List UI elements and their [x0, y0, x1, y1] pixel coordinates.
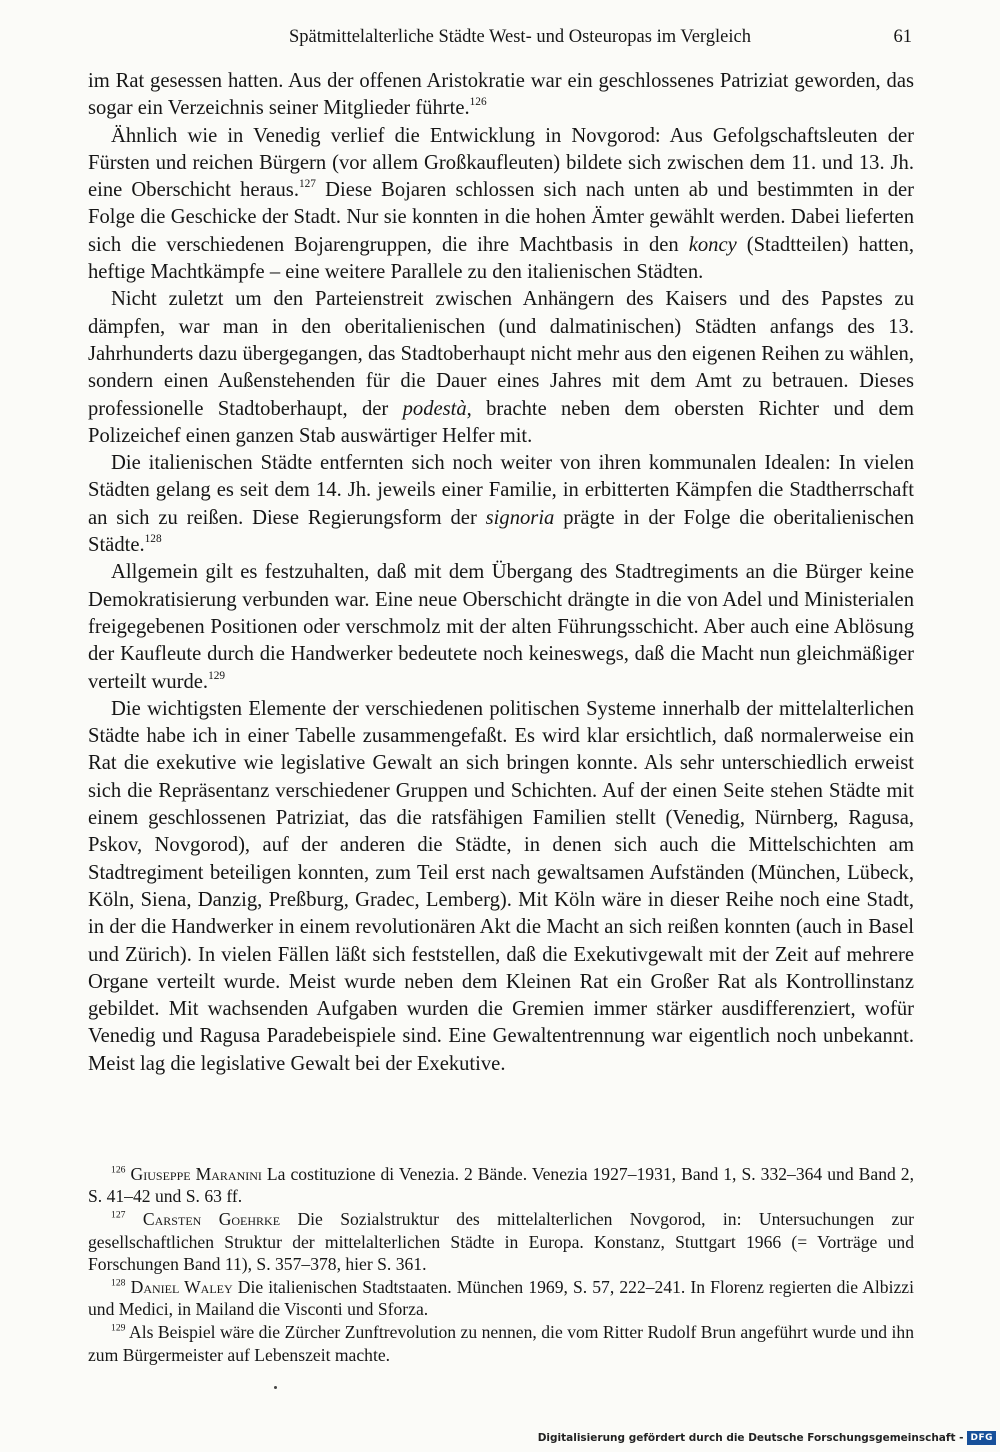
- author-name: Carsten Goehrke: [142, 1209, 281, 1230]
- running-title: Spätmittelalterliche Städte West- und Osteuropas im Vergleich: [289, 27, 751, 47]
- text-run: im Rat gesessen hatten. Aus der offenen Aristokratie war ein geschlossenes Patriziat geworden, das sogar ein Verzeichnis seiner Mitglieder führte.: [88, 70, 914, 120]
- footnote: [88, 1321, 914, 1365]
- text-run: prägte in der Folge die oberitalienischen Städte.: [88, 506, 914, 557]
- footnote-marker: 126: [469, 96, 487, 109]
- running-head: [88, 24, 912, 50]
- text-run: [126, 1209, 143, 1229]
- footnote: [88, 1276, 914, 1320]
- footnote-marker: 127: [298, 178, 316, 191]
- text-run: La costituzione di Venezia. 2 Bände. Venezia 1927–1931, Band 1, S. 332–364 und Band 2, S. 41–42 und S. 63 ff.: [88, 1164, 914, 1207]
- text-run: Die italienischen Städte entfernten sich noch weiter von ihren kommunalen Idealen: In vielen Städten gelang es seit dem 14. Jh. jeweils einer Familie, in erbitterten Kämpfen die Stadtherrschaft an sich zu reißen. Diese Regierungsform der: [88, 452, 914, 529]
- text-run: Allgemein gilt es festzuhalten, daß mit dem Übergang des Stadtregiments an die Bürger keine Demokratisierung verbunden war. Eine neue Oberschicht drängte in die von Adel und Ministerialen freigegebenen Positionen oder verschmolz mit der alten Führungsschicht. Aber auch eine Ablösung der Kaufleute durch die Handwerker bedeutete noch keineswegs, daß die Macht nun gleichmäßiger verteilt wurde.: [88, 561, 914, 693]
- footnote: [88, 1163, 914, 1207]
- body-paragraph: [88, 450, 914, 559]
- text-run: (Stadtteilen) hatten, heftige Machtkämpfe – eine weitere Parallele zu den italienischen Städten.: [88, 233, 915, 284]
- text-run: Diese Bojaren schlossen sich nach unten ab und bestimmten in der Folge die Geschicke der Stadt. Nur sie konnten in die hohen Ämter gewählt werden. Dabei lieferten sich die verschiedenen Bojarengruppen, die ihre Machtbasis in den: [88, 179, 914, 256]
- text-run: Die wichtigsten Elemente der verschiedenen politischen Systeme innerhalb der mittelalterlichen Städte habe ich in einer Tabelle zusammengefaßt. Es wird klar ersichtlich, daß normalerweise ein Rat die exekutive wie legislative Gewalt an sich bringen konnte. Als sehr unterschiedlich erweist sich die Repräsentanz verschiedener Gruppen und Schichten. Auf der einen Seite stehen Städte mit einem geschlossenen Patriziat, das die ratsfähigen Familien stellt (Venedig, Nürnberg, Ragusa, Pskov, Novgorod), auf der anderen die Städte, in denen sich auch die Mittelschichten am Stadtregiment beteiligen konnten, zum Teil erst nach gewaltsamen Aufständen (München, Lübeck, Köln, Siena, Danzig, Preßburg, Gradec, Lemberg). Mit Köln wäre in dieser Reihe noch eine Stadt, in der die Handwerker in einem revolutionären Akt die Macht an sich reißen konnten (auch in Basel und Zürich). In vielen Fällen läßt sich feststellen, daß die Exekutivgewalt mit der Zeit auf mehrere Organe verteilt wurde. Meist wurde neben dem Kleinen Rat ein Großer Rat als Kontrollinstanz gebildet. Mit wachsenden Aufgaben wurden die Gremien immer stärker ausdifferenziert, wofür Venedig und Ragusa Paradebeispiele sind. Eine Gewaltentrennung war eigentlich noch unbekannt. Meist lag die legislative Gewalt bei der Exekutive.: [88, 697, 914, 1075]
- body-text: [88, 68, 914, 1078]
- footnote-marker: 128: [144, 532, 162, 545]
- scan-speck: [274, 1386, 277, 1389]
- digitization-credit: [538, 1430, 996, 1446]
- footnote-marker: 128: [111, 1277, 126, 1289]
- body-paragraph: [88, 286, 914, 450]
- page-number: 61: [893, 27, 912, 47]
- dfg-logo: DFG: [967, 1431, 996, 1445]
- italic-term: podestà: [402, 397, 467, 420]
- body-paragraph: [88, 68, 914, 123]
- body-paragraph: [88, 123, 914, 287]
- author-name: Giuseppe Maranini: [130, 1164, 262, 1184]
- footnote-marker: 126: [111, 1164, 126, 1176]
- text-run: Nicht zuletzt um den Parteienstreit zwischen Anhängern des Kaisers und des Papstes zu dämpfen, war man in den oberitalienischen (und dalmatinischen) Städten anfangs des 13. Jahrhunderts dazu übergegangen, das Stadtoberhaupt nicht mehr aus den eigenen Reihen zu wählen, sondern einen Außenstehenden für die Dauer eines Jahres mit dem Amt zu betrauen. Dieses professionelle Stadtoberhaupt, der: [88, 288, 914, 420]
- author-name: Daniel Waley: [130, 1277, 233, 1298]
- footnote: [88, 1208, 914, 1275]
- text-run: , brachte neben dem obersten Richter und dem Polizeichef einen ganzen Stab auswärtiger Helfer mit.: [88, 397, 914, 447]
- italic-term: signoria: [485, 506, 555, 529]
- footnote-marker: 129: [111, 1322, 126, 1334]
- footnote-marker: 129: [208, 669, 226, 682]
- footnotes: [88, 1163, 914, 1367]
- text-run: Als Beispiel wäre die Zürcher Zunftrevolution zu nennen, die vom Ritter Rudolf Brun angeführt wurde und ihn zum Bürgermeister auf Lebenszeit machte.: [88, 1322, 914, 1365]
- body-paragraph: [88, 696, 914, 1078]
- digitization-credit-text: Digitalisierung gefördert durch die Deutsche Forschungsgemeinschaft -: [537, 1432, 964, 1444]
- text-run: Die Sozialstruktur des mittelalterlichen Novgorod, in: Untersuchungen zur gesellschaftlichen Struktur der mittelalterlichen Städte in Europa. Konstanz, Stuttgart 1966 (= Vorträge und Forschungen Band 11), S. 357–378, hier S. 361.: [88, 1209, 915, 1274]
- footnote-marker: 127: [111, 1209, 126, 1221]
- body-paragraph: [88, 559, 914, 695]
- text-run: Ähnlich wie in Venedig verlief die Entwicklung in Novgorod: Aus Gefolgschaftsleuten der Fürsten und reichen Bürgern (vor allem Großkaufleuten) bildete sich zwischen dem 11. und 13. Jh. eine Oberschicht heraus.: [88, 124, 914, 202]
- text-run: Die italienischen Stadtstaaten. München 1969, S. 57, 222–241. In Florenz regierten die Albizzi und Medici, in Mailand die Visconti und Sforza.: [88, 1277, 914, 1320]
- italic-term: koncy: [688, 233, 737, 256]
